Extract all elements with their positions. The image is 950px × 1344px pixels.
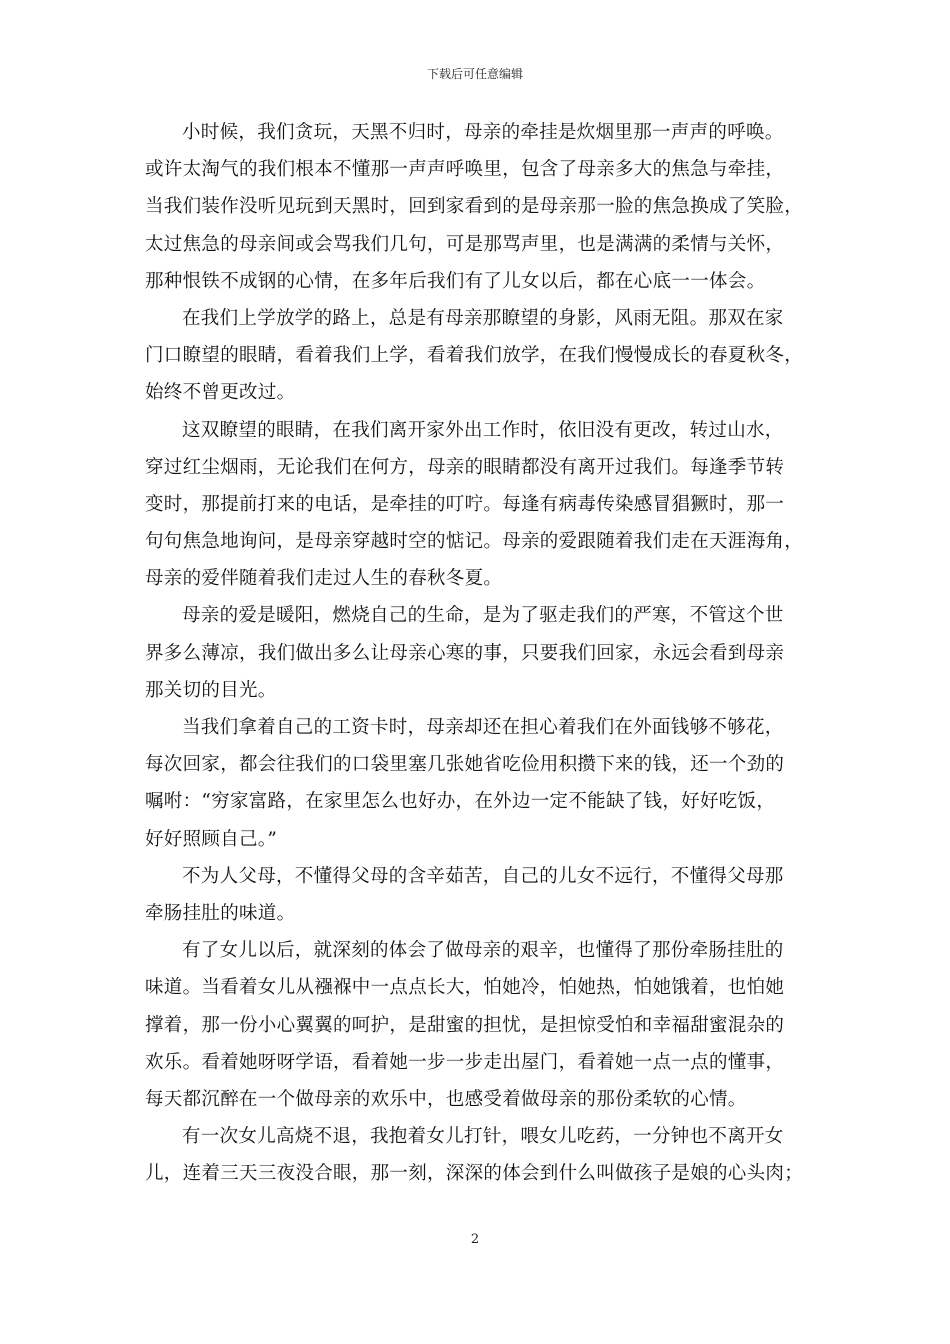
text-line: 这双瞭望的眼睛，在我们离开家外出工作时，依旧没有更改，转过山水， bbox=[182, 419, 784, 441]
text-line: 那种恨铁不成钢的心情，在多年后我们有了儿女以后，都在心底一一体会。 bbox=[145, 270, 766, 292]
text-line: 句句焦急地询问，是母亲穿越时空的惦记。母亲的爱跟随着我们走在天涯海角， bbox=[145, 531, 804, 553]
page-number: 2 bbox=[470, 1232, 480, 1247]
text-line: 嘱咐：“穷家富路，在家里怎么也好办，在外边一定不能缺了钱，好好吃饭， bbox=[145, 791, 776, 813]
text-line: 穿过红尘烟雨，无论我们在何方，母亲的眼睛都没有离开过我们。每逢季节转 bbox=[145, 456, 785, 478]
text-line: 每天都沉醉在一个做母亲的欢乐中，也感受着做母亲的那份柔软的心情。 bbox=[145, 1088, 747, 1110]
text-line: 有了女儿以后，就深刻的体会了做母亲的艰辛，也懂得了那份牵肠挂肚的 bbox=[182, 940, 784, 962]
text-line: 母亲的爱是暖阳，燃烧自己的生命，是为了驱走我们的严寒，不管这个世 bbox=[182, 605, 784, 627]
text-line: 母亲的爱伴随着我们走过人生的春秋冬夏。 bbox=[145, 568, 503, 590]
text-line: 太过焦急的母亲间或会骂我们几句，可是那骂声里，也是满满的柔情与关怀， bbox=[145, 233, 785, 255]
text-line: 牵肠挂肚的味道。 bbox=[145, 902, 296, 924]
paragraph bbox=[145, 1118, 807, 1192]
text-line: 或许太淘气的我们根本不懂那一声声呼唤里，包含了母亲多大的焦急与牵挂， bbox=[145, 159, 785, 181]
text-line: 撑着，那一份小心翼翼的呵护，是甜蜜的担忧，是担惊受怕和幸福甜蜜混杂的 bbox=[145, 1014, 785, 1036]
paragraph bbox=[145, 858, 807, 932]
text-line: 不为人父母，不懂得父母的含辛茹苦，自己的儿女不远行，不懂得父母那 bbox=[182, 865, 784, 887]
text-line: 界多么薄凉，我们做出多么让母亲心寒的事，只要我们回家，永远会看到母亲 bbox=[145, 642, 785, 664]
text-line: 有一次女儿高烧不退，我抱着女儿打针，喂女儿吃药，一分钟也不离开女 bbox=[182, 1126, 784, 1148]
text-line: 小时候，我们贪玩，天黑不归时，母亲的牵挂是炊烟里那一声声的呼唤。 bbox=[182, 122, 784, 143]
text-line: 好好照顾自己。” bbox=[145, 828, 278, 850]
paragraph bbox=[145, 932, 807, 1118]
text-line: 门口瞭望的眼睛，看着我们上学，看着我们放学，在我们慢慢成长的春夏秋冬， bbox=[145, 345, 804, 367]
paragraph bbox=[145, 114, 807, 300]
text-line: 那关切的目光。 bbox=[145, 679, 277, 701]
paragraph bbox=[145, 709, 807, 858]
text-line: 味道。当看着女儿从襁褓中一点点长大，怕她冷，怕她热，怕她饿着，也怕她 bbox=[145, 977, 785, 999]
paragraph bbox=[145, 412, 807, 598]
text-line: 变时，那提前打来的电话，是牵挂的叮咛。每逢有病毒传染感冒猖獗时，那一 bbox=[145, 493, 785, 515]
paragraph bbox=[145, 300, 807, 412]
text-line: 欢乐。看着她呀呀学语，看着她一步一步走出屋门，看着她一点一点的懂事， bbox=[145, 1051, 785, 1073]
page-header: 下载后可任意编辑 bbox=[426, 67, 523, 81]
text-line: 当我们拿着自己的工资卡时，母亲却还在担心着我们在外面钱够不够花， bbox=[182, 717, 784, 738]
text-line: 当我们装作没听见玩到天黑时，回到家看到的是母亲那一脸的焦急换成了笑脸， bbox=[145, 196, 804, 218]
paragraph bbox=[145, 597, 807, 709]
text-line: 始终不曾更改过。 bbox=[145, 382, 296, 404]
document-body bbox=[145, 114, 807, 1192]
text-line: 在我们上学放学的路上，总是有母亲那瞭望的身影，风雨无阻。那双在家 bbox=[182, 307, 784, 329]
text-line: 每次回家，都会往我们的口袋里塞几张她省吃俭用积攒下来的钱，还一个劲的 bbox=[145, 754, 785, 776]
text-line: 儿，连着三天三夜没合眼，那一刻，深深的体会到什么叫做孩子是娘的心头肉； bbox=[145, 1163, 804, 1185]
